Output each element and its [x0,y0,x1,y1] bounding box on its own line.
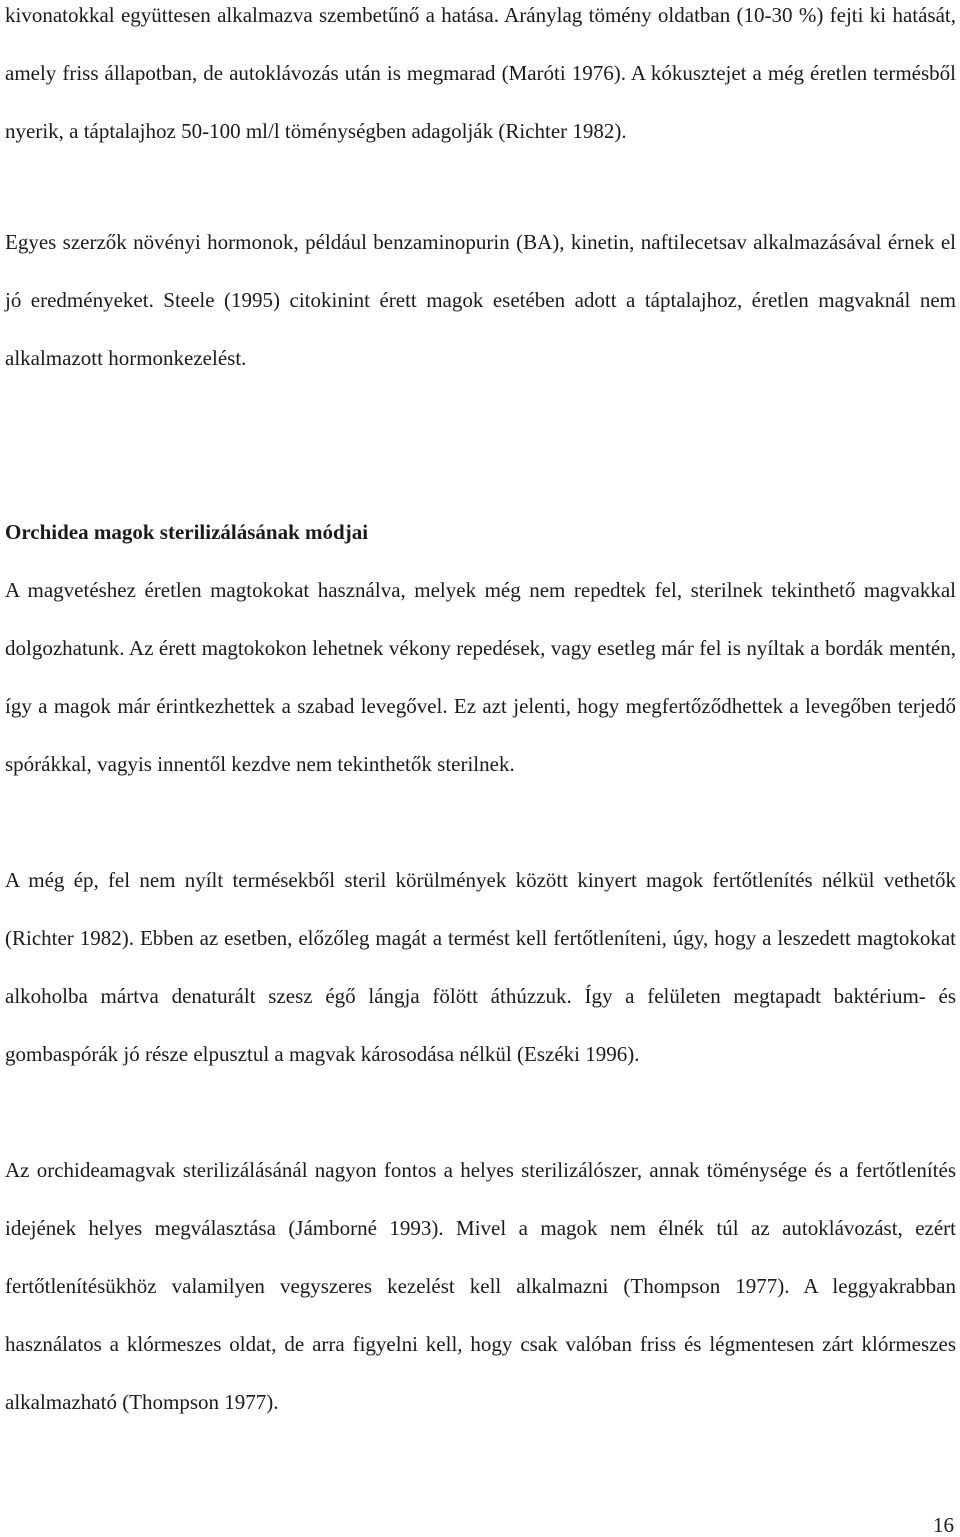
paragraph-sterilizing-agent: Az orchideamagvak sterilizálásánál nagyon fontos a helyes sterilizálószer, annak töménysége és a fertőtlenítés idejének helyes megválasztása (Jámborné 1993). Mivel a magok nem élnék túl az autoklávozást, ezért fertőtlenítésükhöz valamilyen vegyszeres kezelést kell alkalmazni (Thompson 1977). A leggyakrabban használatos a klórmeszes oldat, de arra figyelni kell, hogy csak valóban friss és légmentesen zárt klórmeszes alkalmazható (Thompson 1977). [5,1158,956,1414]
paragraph-immature-capsules: A magvetéshez éretlen magtokokat használva, melyek még nem repedtek fel, sterilnek tekinthető magvakkal dolgozhatunk. Az érett magtokokon lehetnek vékony repedések, vagy esetleg már fel is nyíltak a bordák mentén, így a magok már érintkezhettek a szabad levegővel. Ez azt jelenti, hogy megfertőződhettek a levegőben terjedő spórákkal, vagyis innentől kezdve nem tekinthetők sterilnek. [5,578,956,776]
paragraph-hormones: Egyes szerzők növényi hormonok, például benzaminopurin (BA), kinetin, naftilecetsav alkalmazásával érnek el jó eredményeket. Steele (1995) citokinint érett magok esetében adott a táptalajhoz, éretlen magvaknál nem alkalmazott hormonkezelést. [5,230,956,370]
page-number: 16 [933,1513,954,1537]
paragraph-coconut-milk: kivonatokkal együttesen alkalmazva szembetűnő a hatása. Aránylag tömény oldatban (10-30 %) fejti ki hatását, amely friss állapotban, de autoklávozás után is megmarad (Maróti 1976). A kókusztejet a még éretlen termésből nyerik, a táptalajhoz 50-100 ml/l töménységben adagolják (Richter 1982). [5,3,956,143]
paragraph-fruit-disinfection: A még ép, fel nem nyílt termésekből steril körülmények között kinyert magok fertőtlenítés nélkül vethetők (Richter 1982). Ebben az esetben, előzőleg magát a termést kell fertőtleníteni, úgy, hogy a leszedett magtokokat alkoholba mártva denaturált szesz égő lángja fölött áthúzzuk. Így a felületen megtapadt baktérium- és gombaspórák jó része elpusztul a magvak károsodása nélkül (Eszéki 1996). [5,868,956,1066]
section-heading: Orchidea magok sterilizálásának módjai [5,520,369,544]
